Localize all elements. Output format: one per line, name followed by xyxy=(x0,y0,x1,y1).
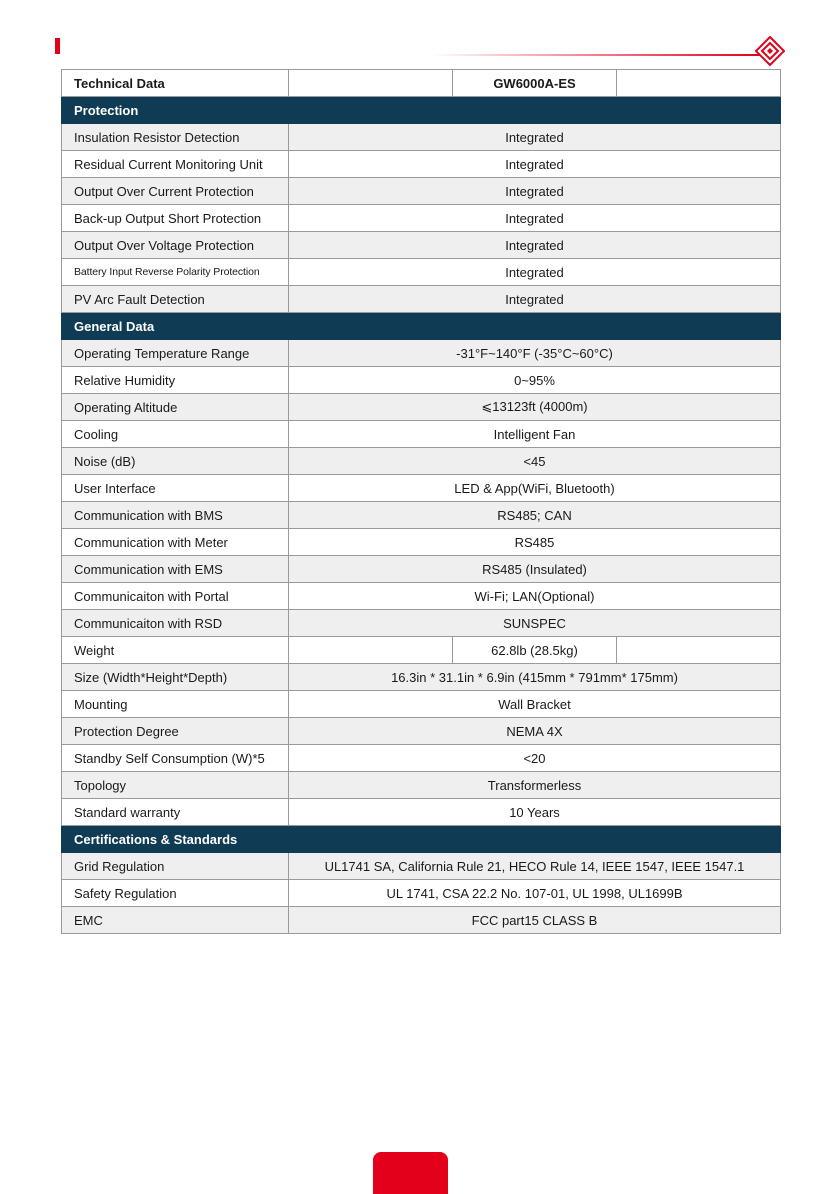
table-row xyxy=(62,124,781,151)
table-title: Technical Data xyxy=(62,70,289,97)
row-label: Standby Self Consumption (W)*5 xyxy=(62,745,289,772)
row-label: Communicaiton with RSD xyxy=(62,610,289,637)
row-value: <20 xyxy=(289,745,781,772)
table-row xyxy=(62,907,781,934)
table-row xyxy=(62,475,781,502)
row-value: 62.8lb (28.5kg) xyxy=(453,637,617,664)
table-row xyxy=(62,421,781,448)
row-value: RS485 xyxy=(289,529,781,556)
row-value: Wall Bracket xyxy=(289,691,781,718)
table-row xyxy=(62,529,781,556)
row-value: 0~95% xyxy=(289,367,781,394)
table-row xyxy=(62,691,781,718)
row-value: Transformerless xyxy=(289,772,781,799)
row-value: RS485 (Insulated) xyxy=(289,556,781,583)
table-row xyxy=(62,853,781,880)
section-title: Certifications & Standards xyxy=(62,826,781,853)
row-label: Operating Altitude xyxy=(62,394,289,421)
empty-cell xyxy=(617,637,781,664)
section-header-protection xyxy=(62,97,781,124)
row-label: Cooling xyxy=(62,421,289,448)
page-number-tab xyxy=(373,1152,448,1194)
table-header-row xyxy=(62,70,781,97)
section-title: Protection xyxy=(62,97,781,124)
row-value: Integrated xyxy=(289,286,781,313)
row-value: FCC part15 CLASS B xyxy=(289,907,781,934)
row-value: -31°F~140°F (-35°C~60°C) xyxy=(289,340,781,367)
row-label: Size (Width*Height*Depth) xyxy=(62,664,289,691)
table-row xyxy=(62,583,781,610)
row-value: Integrated xyxy=(289,205,781,232)
row-value: Integrated xyxy=(289,232,781,259)
row-label: Communication with BMS xyxy=(62,502,289,529)
table-row xyxy=(62,880,781,907)
table-row xyxy=(62,259,781,286)
row-value: SUNSPEC xyxy=(289,610,781,637)
row-value: UL1741 SA, California Rule 21, HECO Rule 14, IEEE 1547, IEEE 1547.1 xyxy=(289,853,781,880)
row-label: Relative Humidity xyxy=(62,367,289,394)
table-row xyxy=(62,502,781,529)
row-value: Integrated xyxy=(289,259,781,286)
row-label: Insulation Resistor Detection xyxy=(62,124,289,151)
row-label: Output Over Current Protection xyxy=(62,178,289,205)
table-row xyxy=(62,772,781,799)
row-label: Communication with EMS xyxy=(62,556,289,583)
table-row xyxy=(62,205,781,232)
row-value: Integrated xyxy=(289,124,781,151)
row-label: Grid Regulation xyxy=(62,853,289,880)
row-label: Residual Current Monitoring Unit xyxy=(62,151,289,178)
row-label: Standard warranty xyxy=(62,799,289,826)
row-value: NEMA 4X xyxy=(289,718,781,745)
table-row xyxy=(62,448,781,475)
row-label: Operating Temperature Range xyxy=(62,340,289,367)
table-row xyxy=(62,718,781,745)
table-row xyxy=(62,232,781,259)
brand-logo-icon xyxy=(755,36,785,68)
section-title: General Data xyxy=(62,313,781,340)
table-row xyxy=(62,610,781,637)
row-value: ⩽13123ft (4000m) xyxy=(289,394,781,421)
table-row xyxy=(62,394,781,421)
table-row xyxy=(62,556,781,583)
table-row xyxy=(62,745,781,772)
technical-data-table xyxy=(61,69,781,934)
table-row-weight xyxy=(62,637,781,664)
header-empty-cell xyxy=(289,70,453,97)
row-label: Noise (dB) xyxy=(62,448,289,475)
row-label: Protection Degree xyxy=(62,718,289,745)
table-row xyxy=(62,340,781,367)
row-label: Mounting xyxy=(62,691,289,718)
row-label: Communication with Meter xyxy=(62,529,289,556)
row-value: Integrated xyxy=(289,178,781,205)
row-label: Back-up Output Short Protection xyxy=(62,205,289,232)
row-label: EMC xyxy=(62,907,289,934)
row-label: Communicaiton with Portal xyxy=(62,583,289,610)
row-value: Wi-Fi; LAN(Optional) xyxy=(289,583,781,610)
row-value: <45 xyxy=(289,448,781,475)
table-row xyxy=(62,178,781,205)
model-name: GW6000A-ES xyxy=(453,70,617,97)
row-label: PV Arc Fault Detection xyxy=(62,286,289,313)
row-value: 16.3in * 31.1in * 6.9in (415mm * 791mm* 175mm) xyxy=(289,664,781,691)
table-row xyxy=(62,151,781,178)
row-value: RS485; CAN xyxy=(289,502,781,529)
table-row xyxy=(62,799,781,826)
row-label: Output Over Voltage Protection xyxy=(62,232,289,259)
table-row xyxy=(62,367,781,394)
row-label: Battery Input Reverse Polarity Protection xyxy=(62,259,289,286)
row-label: Weight xyxy=(62,637,289,664)
empty-cell xyxy=(289,637,453,664)
row-label: Topology xyxy=(62,772,289,799)
row-value: Integrated xyxy=(289,151,781,178)
header-empty-cell xyxy=(617,70,781,97)
header-red-marker xyxy=(55,38,60,54)
row-value: 10 Years xyxy=(289,799,781,826)
row-value: UL 1741, CSA 22.2 No. 107-01, UL 1998, UL1699B xyxy=(289,880,781,907)
row-value: Intelligent Fan xyxy=(289,421,781,448)
header-divider-line xyxy=(430,54,760,56)
row-label: Safety Regulation xyxy=(62,880,289,907)
table-row xyxy=(62,664,781,691)
row-label: User Interface xyxy=(62,475,289,502)
section-header-general-data xyxy=(62,313,781,340)
row-value: LED & App(WiFi, Bluetooth) xyxy=(289,475,781,502)
table-row xyxy=(62,286,781,313)
section-header-certifications xyxy=(62,826,781,853)
